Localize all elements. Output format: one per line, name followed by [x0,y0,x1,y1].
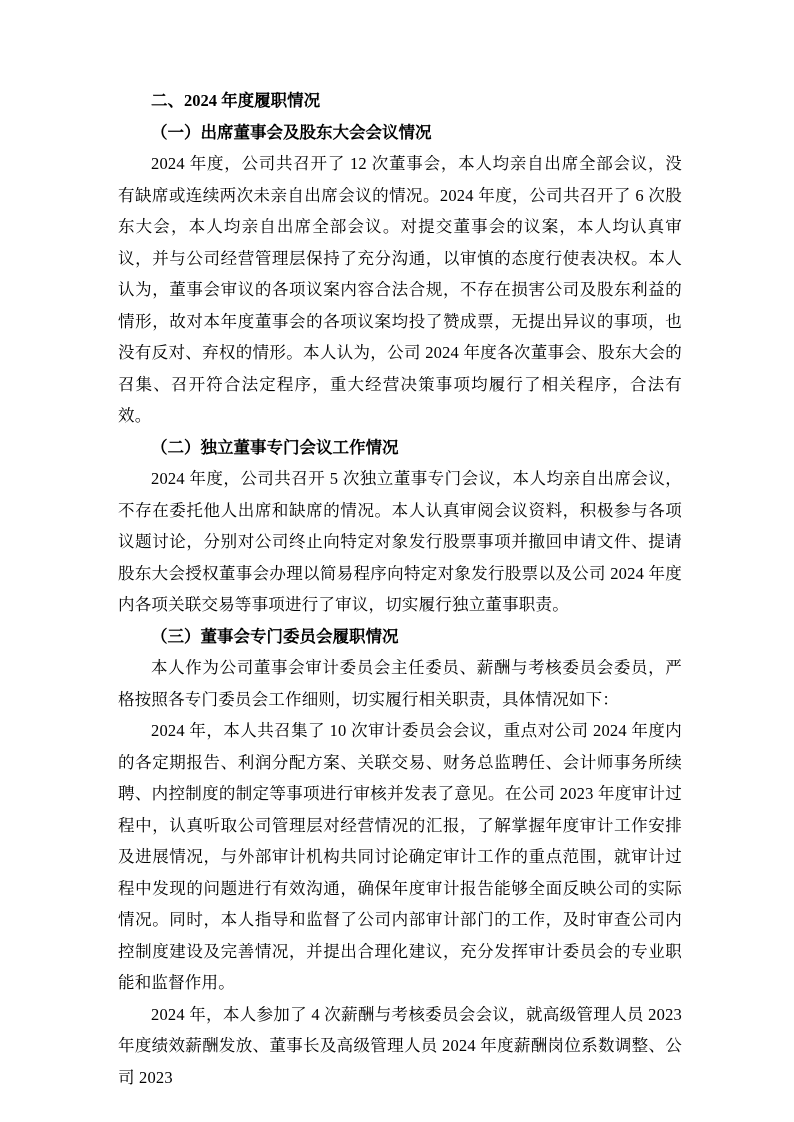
section-1-heading: （一）出席董事会及股东大会会议情况 [151,122,432,142]
section-3-paragraph-1: 本人作为公司董事会审计委员会主任委员、薪酬与考核委员会委员，严格按照各专门委员会工作细则，切实履行相关职责，具体情况如下： [118,658,682,709]
section-2-paragraph: 2024 年度，公司共召开 5 次独立董事专门会议，本人均亲自出席会议，不存在委托他人出席和缺席的情况。本人认真审阅会议资料，积极参与各项议题讨论，分别对公司终止向特定对象发行股票事项并撤回申请文件、提请股东大会授权董事会办理以简易程序向特定对象发行股票以及公司 2024 年度内各项关联交易等事项进行了审议，切实履行独立董事职责。 [118,469,682,614]
section-3-paragraph-2: 2024 年，本人共召集了 10 次审计委员会会议，重点对公司 2024 年度内的各定期报告、利润分配方案、关联交易、财务总监聘任、会计师事务所续聘、内控制度的制定等事项进行审核并发表了意见。在公司 2023 年度审计过程中，认真听取公司管理层对经营情况的汇报，了解掌握年度审计工作安排及进展情况，与外部审计机构共同讨论确定审计工作的重点范围，就审计过程中发现的问题进行有效沟通，确保年度审计报告能够全面反映公司的实际情况。同时，本人指导和监督了公司内部审计部门的工作，及时审查公司内控制度建设及完善情况，并提出合理化建议，充分发挥审计委员会的专业职能和监督作用。 [118,721,682,992]
section-1-paragraph: 2024 年度，公司共召开了 12 次董事会，本人均亲自出席全部会议，没有缺席或连续两次未亲自出席会议的情况。2024 年度，公司共召开了 6 次股东大会，本人均亲自出席全部会议。对提交董事会的议案，本人均认真审议，并与公司经营管理层保持了充分沟通，以审慎的态度行使表决权。本人认为，董事会审议的各项议案内容合法合规，不存在损害公司及股东利益的情形，故对本年度董事会的各项议案均投了赞成票，无提出异议的事项，也没有反对、弃权的情形。本人认为，公司 2024 年度各次董事会、股东大会的召集、召开符合法定程序，重大经营决策事项均履行了相关程序，合法有效。 [118,154,682,425]
section-3-heading: （三）董事会专门委员会履职情况 [151,626,399,646]
section-3-paragraph-3: 2024 年，本人参加了 4 次薪酬与考核委员会会议，就高级管理人员 2023 年度绩效薪酬发放、董事长及高级管理人员 2024 年度薪酬岗位系数调整、公司 2023 [118,1004,682,1087]
section-2-heading: （二）独立董事专门会议工作情况 [151,437,399,457]
document-title: 二、2024 年度履职情况 [151,91,321,110]
